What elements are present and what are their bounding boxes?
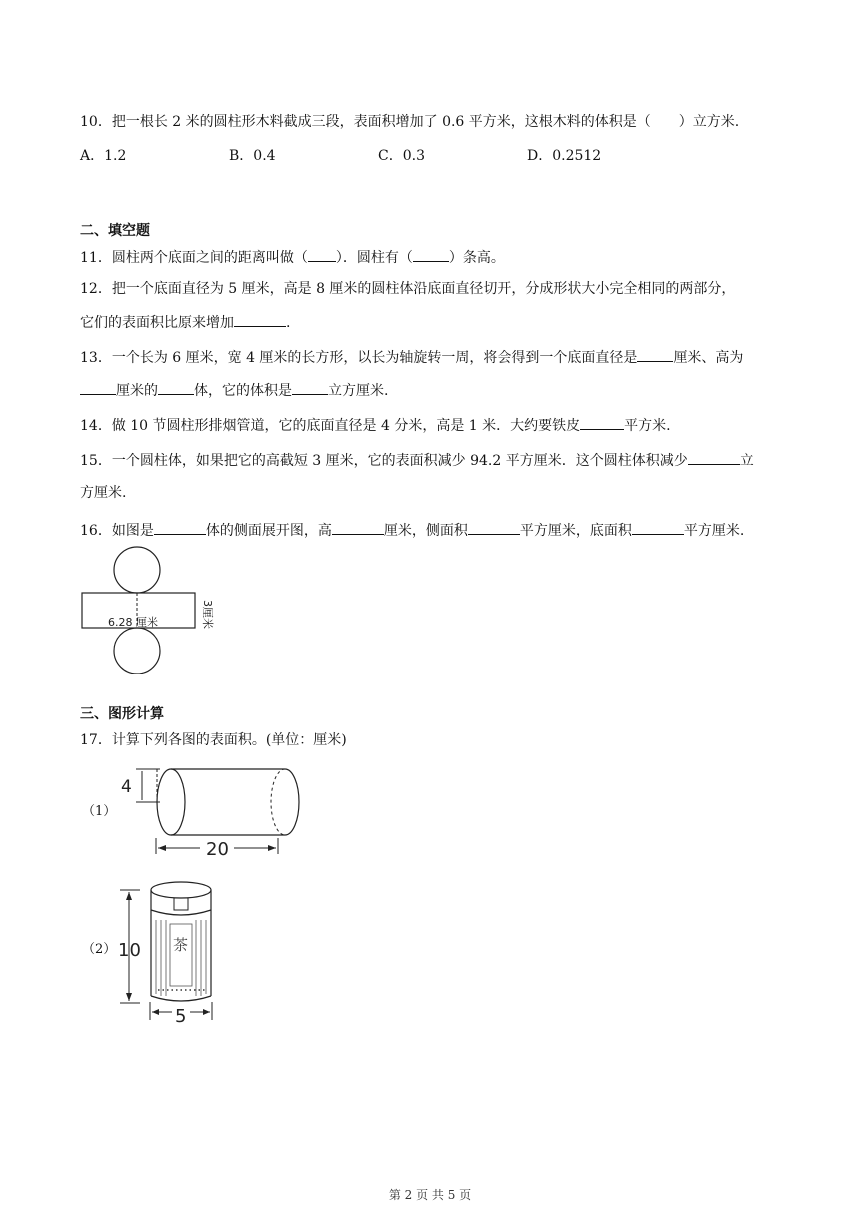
question-16-text-b: 体的侧面展开图，高 <box>205 523 332 539</box>
section-calc-title: 三、图形计算 <box>80 706 164 722</box>
question-17: 17．计算下列各图的表面积。(单位：厘米) <box>80 732 347 748</box>
diameter-label: 5 <box>175 1006 187 1026</box>
answer-blank <box>468 519 520 535</box>
right-end-front <box>285 769 299 835</box>
answer-blank <box>632 519 684 535</box>
answer-blank <box>292 379 328 395</box>
arrowhead-up <box>126 892 132 900</box>
section-fill-in-title: 二、填空题 <box>80 223 150 239</box>
answer-blank <box>637 346 673 362</box>
question-10-text: 10．把一根长 2 米的圆柱形木料截成三段，表面积增加了 0.6 平方米，这根木料的体积是（ ）立方米. <box>80 114 740 130</box>
question-12-line-1: 12．把一个底面直径为 5 厘米，高是 8 厘米的圆柱体沿底面直径切开，分成形状大小完全相同的两部分， <box>80 281 736 297</box>
left-end-ellipse <box>157 769 185 835</box>
arrowhead-left <box>158 845 166 851</box>
question-12-end: . <box>286 315 291 331</box>
question-15-line-2: 方厘米. <box>80 485 127 501</box>
question-13-text-d: 体，它的体积是 <box>194 383 292 399</box>
option-b: B．0.4 <box>229 148 276 164</box>
question-12-line-2 <box>80 311 290 333</box>
height-label: 10 <box>118 940 141 961</box>
answer-blank <box>580 414 624 430</box>
bottom-circle <box>114 628 160 674</box>
right-end-back <box>271 769 285 835</box>
option-c: C．0.3 <box>378 148 425 164</box>
question-13-text-a: 13．一个长为 6 厘米，宽 4 厘米的长方形，以长为轴旋转一周，将会得到一个底面直径是 <box>80 350 638 366</box>
answer-blank <box>154 519 206 535</box>
question-11-part-a: 11．圆柱两个底面之间的距离叫做（ <box>80 250 308 266</box>
question-14-text: 14．做 10 节圆柱形排烟管道，它的底面直径是 4 分米，高是 1 米．大约要铁皮 <box>80 418 581 434</box>
arrowhead-right <box>203 1009 210 1015</box>
lid-bottom-edge <box>151 910 211 915</box>
arrowhead-right <box>268 845 276 851</box>
question-13-text-b: 厘米、高为 <box>673 350 744 366</box>
question-10 <box>80 112 739 132</box>
question-13-text-e: 立方厘米. <box>328 383 389 399</box>
question-16-text-c: 厘米，侧面积 <box>383 523 468 539</box>
question-15-end: 立 <box>739 453 754 469</box>
question-13-text-c: 厘米的 <box>116 383 158 399</box>
tea-can-figure <box>112 876 222 1026</box>
question-16-text-a: 16．如图是 <box>80 523 154 539</box>
radius-label: 4 <box>121 777 132 797</box>
lid-tab <box>174 898 188 910</box>
answer-blank <box>234 311 286 327</box>
question-14-end: 平方米. <box>624 418 671 434</box>
can-bottom-edge <box>151 996 211 1001</box>
can-lid <box>151 882 211 898</box>
answer-blank <box>688 449 740 465</box>
can-character: 茶 <box>173 936 189 954</box>
answer-blank <box>413 246 449 262</box>
cylinder-figure-1 <box>114 762 314 858</box>
answer-blank <box>308 246 336 262</box>
arrowhead-left <box>152 1009 159 1015</box>
option-a: A．1.2 <box>80 148 127 164</box>
can-label-box <box>170 924 192 986</box>
question-12-text: 它们的表面积比原来增加 <box>80 315 234 331</box>
question-16-text-e: 平方厘米. <box>683 523 745 539</box>
top-circle <box>114 547 160 593</box>
page-footer: 第 2 页 共 5 页 <box>388 1188 472 1202</box>
question-15-line-1 <box>80 449 754 471</box>
question-15-text: 15．一个圆柱体，如果把它的高截短 3 厘米，它的表面积减少 94.2 平方厘米．这个圆柱体积减少 <box>80 453 688 469</box>
question-16-text-d: 平方厘米，底面积 <box>519 523 632 539</box>
option-d: D．0.2512 <box>527 148 602 164</box>
question-13-line-2 <box>80 379 388 401</box>
question-11-part-b: ）．圆柱有（ <box>335 250 413 266</box>
figure-1-label: （1） <box>82 804 117 819</box>
figure-2-label: （2） <box>82 942 117 957</box>
question-13-line-1 <box>80 346 743 368</box>
question-11-part-c: ）条高。 <box>448 250 505 266</box>
question-11 <box>80 246 505 268</box>
width-label: 6.28 厘米 <box>108 616 158 629</box>
height-label: 3厘米 <box>201 600 214 629</box>
question-14 <box>80 414 671 436</box>
answer-blank <box>158 379 194 395</box>
length-label: 20 <box>206 839 229 858</box>
question-16 <box>80 519 744 541</box>
answer-blank <box>332 519 384 535</box>
arrowhead-down <box>126 993 132 1001</box>
answer-blank <box>80 379 116 395</box>
cylinder-net-figure <box>76 544 226 674</box>
